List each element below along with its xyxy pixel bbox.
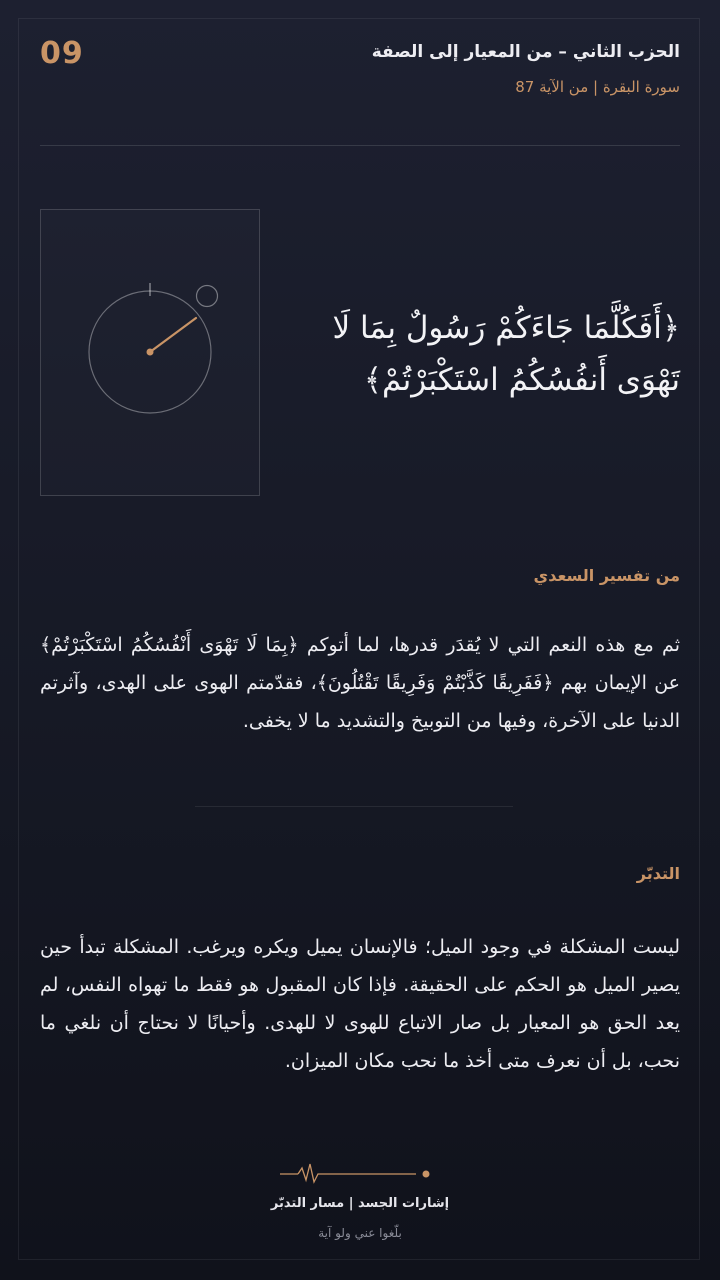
- clock-icon: [41, 210, 261, 497]
- footer-tagline: بلّغوا عني ولو آية: [318, 1226, 402, 1240]
- section-divider: [195, 806, 513, 807]
- page-subtitle: سورة البقرة | من الآية 87: [515, 78, 680, 96]
- tafsir-label: من تفسير السعدي: [533, 566, 680, 585]
- reflection-text: ليست المشكلة في وجود الميل؛ فالإنسان يميل ويكره ويرغب. المشكلة تبدأ حين يصير الميل هو الحكم على الحقيقة. فإذا كان المقبول هو فقط ما تهواه النفس، لم يعد الحق هو المعيار بل صار الاتباع للهوى لا للهدى. وأحيانًا لا نحتاج أن نلغي ما نحب، بل أن نعرف متى أخذ ما نحب مكان الميزان.: [40, 936, 680, 1072]
- reflection-label: التدبّر: [636, 864, 680, 883]
- page-number: 09: [40, 36, 84, 71]
- tafsir-text: ثم مع هذه النعم التي لا يُقدَر قدرها، لما أتوكم ﴿بِمَا لَا تَهْوَى أَنْفُسُكُمُ اسْتَكْبَرْتُمْ﴾ عن الإيمان بهم ﴿فَفَرِيقًا كَذَّبْتُمْ وَفَرِيقًا تَقْتُلُونَ﴾، فقدّمتم الهوى على الهدى، وآثرتم الدنيا على الآخرة، وفيها من التوبيخ والتشديد ما لا يخفى.: [40, 634, 680, 732]
- heartbeat-icon: [280, 1160, 440, 1188]
- page-title: الحزب الثاني – من المعيار إلى الصفة: [371, 42, 680, 62]
- header-divider: [40, 145, 680, 146]
- quran-verse: ﴿أَفَكُلَّمَا جَاءَكُمْ رَسُولٌ بِمَا لَا تَهْوَى أَنفُسُكُمُ اسْتَكْبَرْتُمْ﴾: [332, 310, 680, 398]
- clock-illustration: [40, 209, 260, 496]
- footer-title: إشارات الجسد | مسار التدبّر: [270, 1196, 450, 1211]
